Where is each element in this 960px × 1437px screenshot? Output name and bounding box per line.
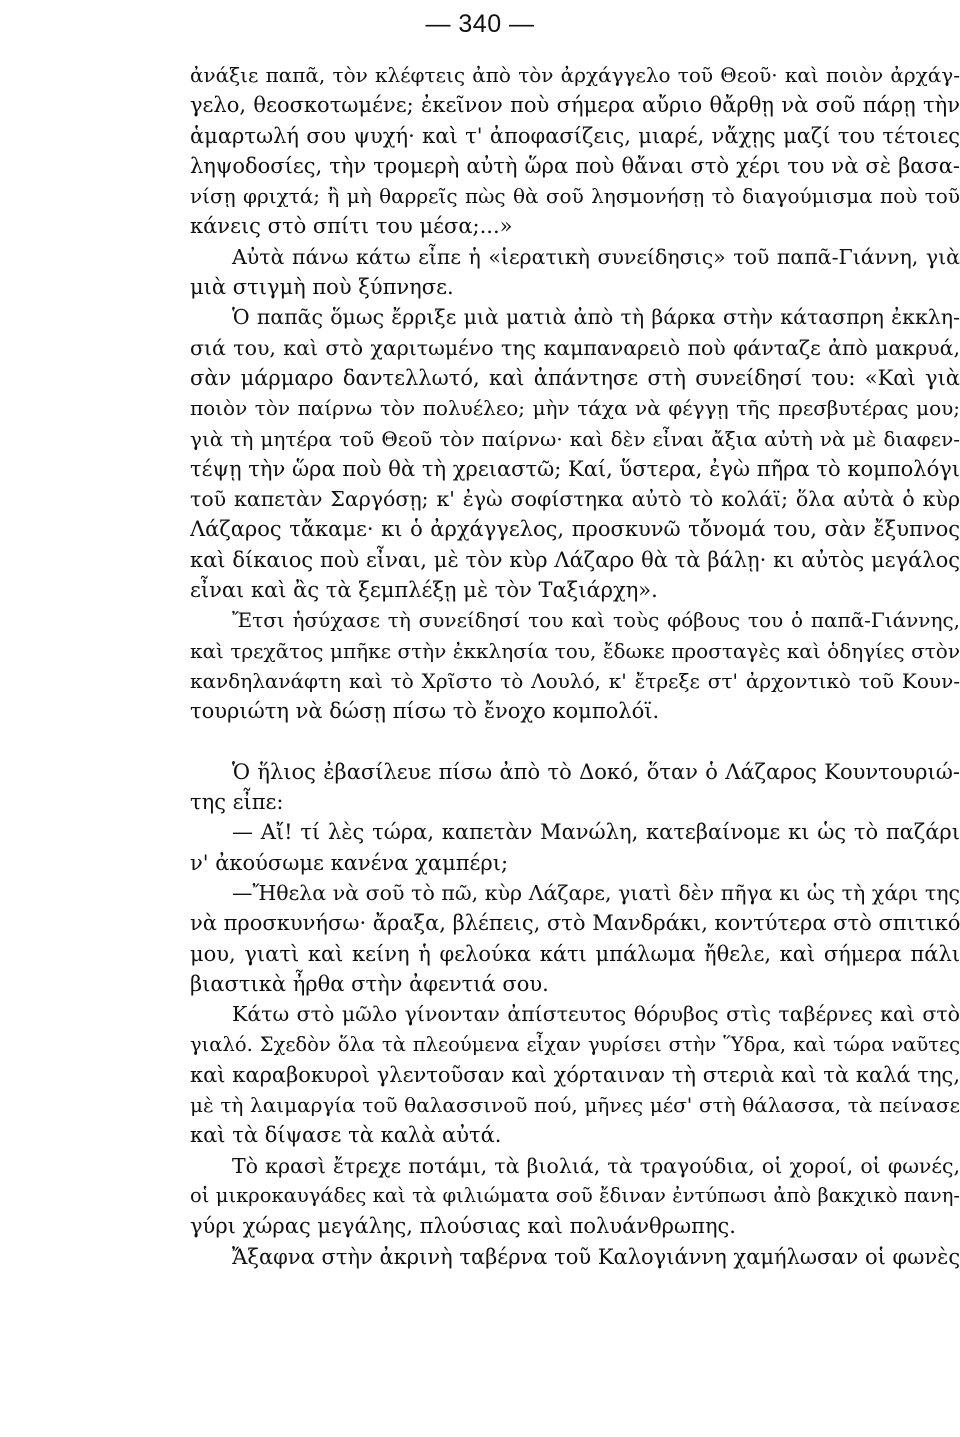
text-line: σὰν μάρμαρο δαντελλωτό, καὶ ἀπάντησε στὴ συνείδησί του: «Καὶ γιὰ	[190, 365, 960, 390]
text-line: μὲ τὴ λαιμαργία τοῦ θαλασσινοῦ πού, μῆνες μέσ' στὴ θάλασσα, τὰ πείνασε	[190, 1093, 960, 1118]
text-line: γύρι χώρας μεγάλης, πλούσιας καὶ πολυάνθρωπης.	[190, 1214, 736, 1239]
text-line: ληψοδοσίες, τὴν τρομερὴ αὐτὴ ὥρα ποὺ θἄναι στὸ χέρι του νὰ σὲ βασα-	[190, 153, 960, 178]
text-line: ἀνάξιε παπᾶ, τὸν κλέφτεις ἀπὸ τὸν ἀρχάγγελο τοῦ Θεοῦ· καὶ ποιὸν ἀρχάγ-	[190, 63, 960, 87]
text-line: γιαλό. Σχεδὸν ὅλα τὰ πλεούμενα εἶχαν γυρίσει στὴν Ὕδρα, καὶ τώρα ναῦτες	[190, 1032, 960, 1056]
text-line: Ἔτσι ἡσύχασε τὴ συνείδησί του καὶ τοὺς φόβους του ὁ παπᾶ-Γιάννης,	[232, 608, 960, 633]
text-line: Αὐτὰ πάνω κάτω εἶπε ἡ «ἱερατικὴ συνείδησις» τοῦ παπᾶ-Γιάννη, γιὰ	[232, 244, 960, 269]
text-line: τοῦ καπετὰν Σαργόσῃ; κ' ἐγὼ σοφίστηκα αὐτὸ τὸ κολάϊ; ὅλα αὐτὰ ὁ κὺρ	[190, 487, 960, 512]
text-line: μιὰ στιγμὴ ποὺ ξύπνησε.	[190, 275, 454, 300]
text-line: Κάτω στὸ μῶλο γίνονταν ἀπίστευτος θόρυβος στὶς ταβέρνες καὶ στὸ	[232, 1002, 960, 1027]
text-line: καὶ δίκαιος ποὺ εἶναι, μὲ τὸν κὺρ Λάζαρο θὰ τὰ βάλῃ· κι αὐτὸς μεγάλος	[190, 547, 960, 572]
text-line: Λάζαρος τἄκαμε· κι ὁ ἀρχάγγελος, προσκυνῶ τὄνομά του, σὰν ἔξυπνος	[190, 517, 960, 542]
text-line: καὶ τὰ δίψασε τὰ καλὰ αὐτά.	[190, 1123, 502, 1148]
text-line: ἁμαρτωλή σου ψυχή· καὶ τ' ἀποφασίζεις, μιαρέ, νἄχῃς μαζί του τέτοιες	[190, 123, 960, 148]
text-line: κάνεις στὸ σπίτι του μέσα;...»	[190, 214, 513, 239]
text-line: νίσῃ φριχτά; ἢ μὴ θαρρεῖς πὼς θὰ σοῦ λησμονήσῃ τὸ διαγούμισμα ποὺ τοῦ	[190, 184, 960, 209]
text-line: καὶ καραβοκυροὶ γλεντοῦσαν καὶ χόρταιναν τὴ στεριὰ καὶ τὰ καλά της,	[190, 1062, 960, 1087]
text-line: —Ἤθελα νὰ σοῦ τὸ πῶ, κὺρ Λάζαρε, γιατὶ δὲν πῆγα κι ὡς τὴ χάρι της	[232, 881, 960, 906]
text-line: Ὁ ἥλιος ἐβασίλευε πίσω ἀπὸ τὸ Δοκό, ὅταν ὁ Λάζαρος Κουντουριώ-	[232, 759, 960, 784]
text-line: τουριώτη νὰ δώσῃ πίσω τὸ ἔνοχο κομπολόϊ.	[190, 699, 660, 724]
text-line: — Αἴ! τί λὲς τώρα, καπετὰν Μανώλη, κατεβαίνομε κι ὡς τὸ παζάρι	[232, 820, 960, 845]
page-number: — 340 —	[425, 10, 535, 38]
text-line: κανδηλανάφτη καὶ τὸ Χρῖστο τὸ Λουλό, κ' ἔτρεξε στ' ἀρχοντικὸ τοῦ Κουν-	[190, 668, 960, 693]
text-line: νὰ προσκυνήσω· ἄραξα, βλέπεις, στὸ Μανδράκι, κοντύτερα στὸ σπιτικό	[190, 911, 960, 936]
text-line: σιά του, καὶ στὸ χαριτωμένο της καμπαναρειὸ ποὺ φάνταζε ἀπὸ μακρυά,	[190, 335, 960, 360]
text-line: μου, γιατὶ καὶ κείνη ἡ φελούκα κάτι μπάλωμα ἤθελε, καὶ σήμερα πάλι	[190, 941, 960, 966]
text-line: τέψῃ τὴν ὥρα ποὺ θὰ τὴ χρειαστῶ; Καί, ὕστερα, ἐγὼ πῆρα τὸ κομπολόγι	[190, 456, 960, 481]
text-line: καὶ τρεχᾶτος μπῆκε στὴν ἐκκλησία του, ἔδωκε προσταγὲς καὶ ὁδηγίες στὸν	[190, 638, 960, 663]
body-text	[190, 60, 960, 1272]
text-line: βιαστικὰ ἦρθα στὴν ἀφεντιά σου.	[190, 971, 549, 996]
text-line: ποιὸν τὸν παίρνω τὸν πολυέλεο; μὴν τάχα νὰ φέγγῃ τῆς πρεσβυτέρας μου;	[190, 396, 960, 421]
text-line: ν' ἀκούσωμε κανένα χαμπέρι;	[190, 850, 509, 875]
text-line: της εἶπε:	[190, 790, 284, 815]
text-line: γιὰ τὴ μητέρα τοῦ Θεοῦ τὸν παίρνω· καὶ δὲν εἶναι ἄξια αὐτὴ νὰ μὲ διαφεν-	[190, 426, 960, 451]
text-line: Ὁ παπᾶς ὅμως ἔρριξε μιὰ ματιὰ ἀπὸ τὴ βάρκα στὴν κάτασπρη ἐκκλη-	[232, 305, 960, 330]
text-line: οἱ μικροκαυγάδες καὶ τὰ φιλιώματα σοῦ ἔδιναν ἐντύπωσι ἀπὸ βακχικὸ πανη-	[190, 1183, 960, 1207]
section-break	[190, 727, 960, 757]
text-line: γελο, θεοσκοτωμένε; ἐκεῖνον ποὺ σήμερα αὔριο θἄρθῃ νὰ σοῦ πάρῃ τὴν	[190, 93, 960, 118]
text-line: Ἄξαφνα στὴν ἀκρινὴ ταβέρνα τοῦ Καλογιάννη χαμήλωσαν οἱ φωνὲς	[232, 1244, 960, 1269]
text-line: εἶναι καὶ ἂς τὰ ξεμπλέξῃ μὲ τὸν Ταξιάρχη».	[190, 578, 658, 603]
text-line: Τὸ κρασὶ ἔτρεχε ποτάμι, τὰ βιολιά, τὰ τραγούδια, οἱ χοροί, οἱ φωνές,	[232, 1153, 960, 1178]
